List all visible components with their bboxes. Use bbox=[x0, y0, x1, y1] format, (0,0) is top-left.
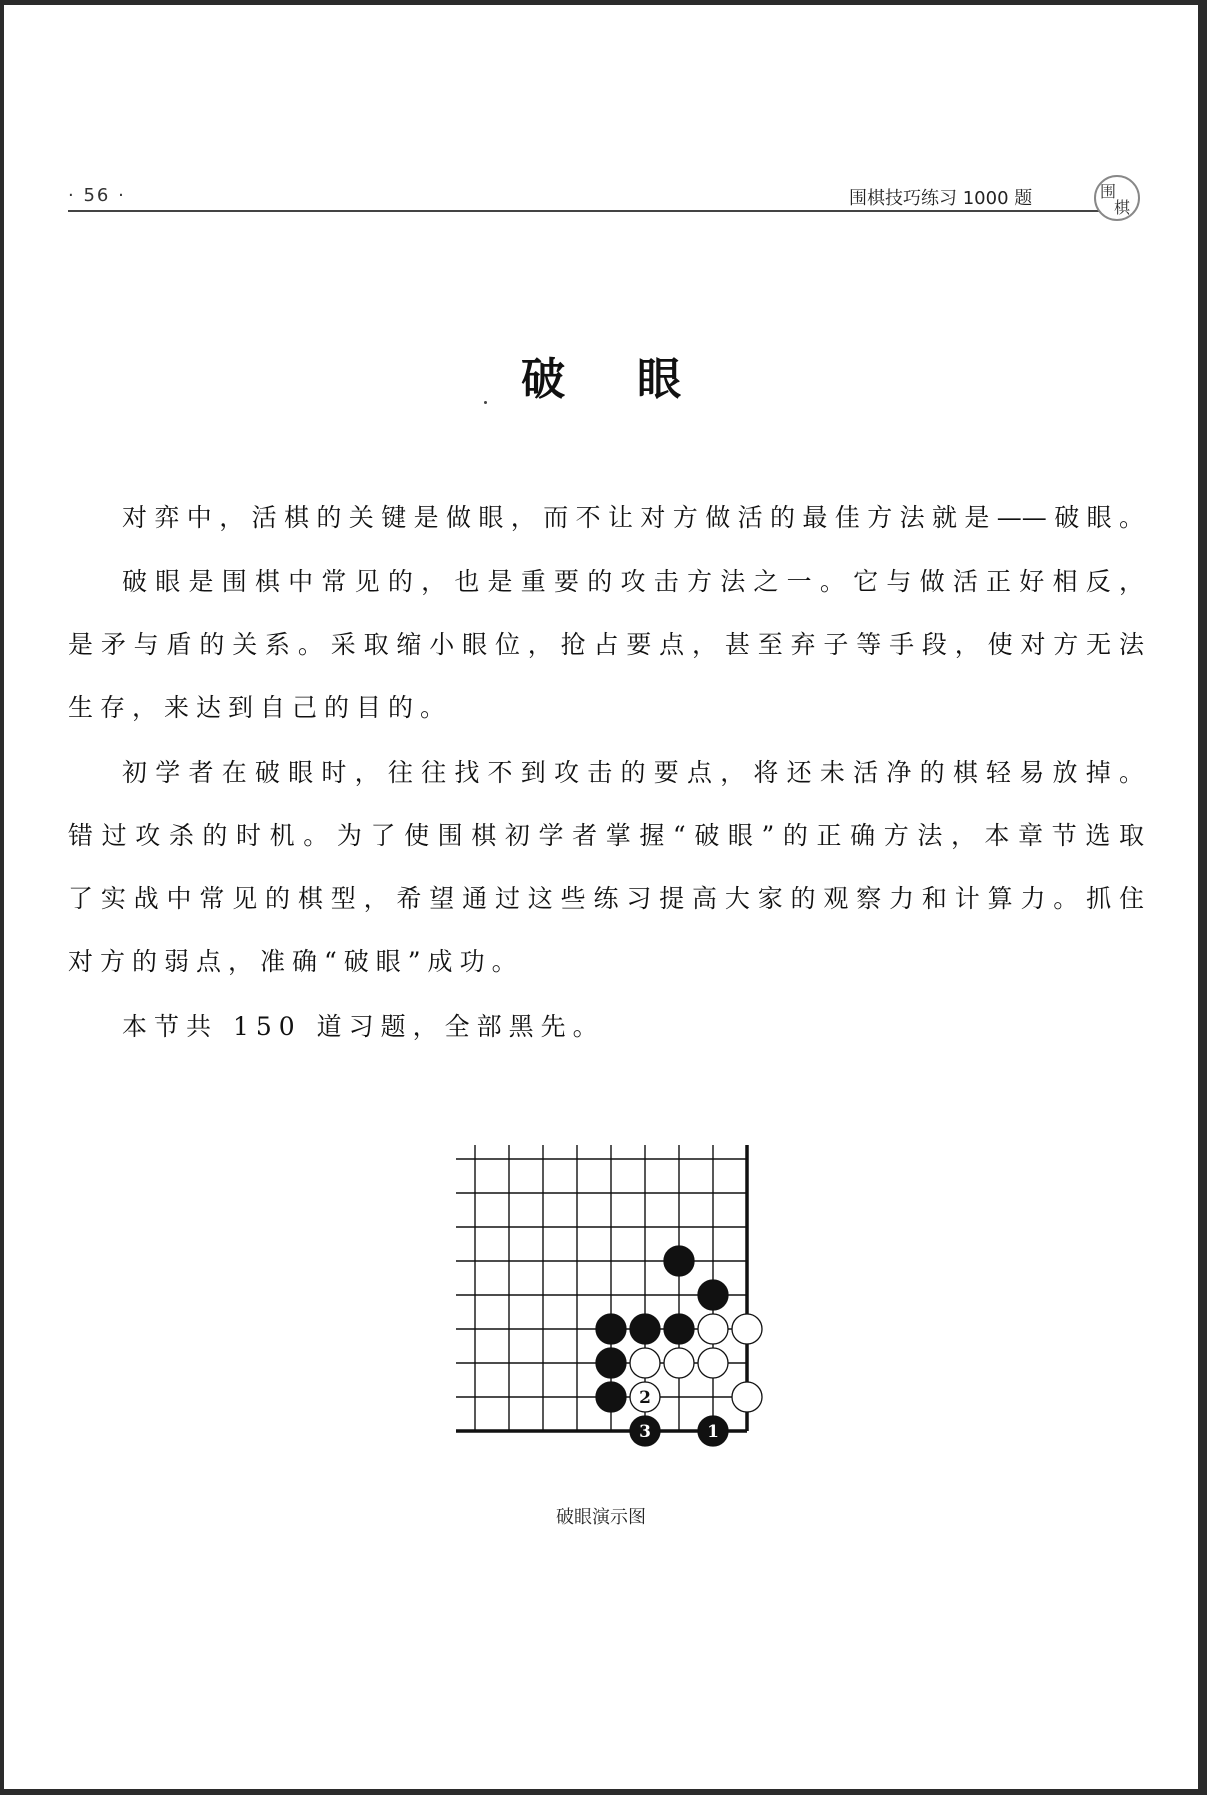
body-line-7: 了实战中常见的棋型，希望通过这些练习提高大家的观察力和计算力。抓住 bbox=[68, 884, 1144, 913]
black-stone bbox=[596, 1348, 626, 1378]
white-stone bbox=[732, 1314, 762, 1344]
go-board-diagram bbox=[454, 1145, 784, 1455]
diagram-caption: 破眼演示图 bbox=[556, 1507, 646, 1528]
weiqi-logo-icon bbox=[1094, 175, 1140, 221]
logo-char-2: 棋 bbox=[1114, 198, 1131, 217]
logo-char-1: 围 bbox=[1100, 182, 1117, 201]
title-char-2: 眼 bbox=[637, 354, 681, 405]
title-char-1: 破 bbox=[521, 354, 565, 405]
move-number: 2 bbox=[639, 1388, 651, 1408]
header-rule bbox=[68, 210, 1103, 212]
page-number: · 56 · bbox=[68, 185, 126, 206]
black-stone bbox=[664, 1246, 694, 1276]
white-stone bbox=[698, 1314, 728, 1344]
body-line-8: 对方的弱点，准确“破眼”成功。 bbox=[68, 947, 524, 976]
black-stone bbox=[630, 1314, 660, 1344]
move-number: 1 bbox=[707, 1422, 719, 1442]
white-stone bbox=[698, 1348, 728, 1378]
black-stone bbox=[698, 1280, 728, 1310]
body-line-5: 初学者在破眼时，往往找不到攻击的要点，将还未活净的棋轻易放掉。 bbox=[122, 758, 1144, 787]
white-stone bbox=[732, 1382, 762, 1412]
move-number: 3 bbox=[639, 1422, 651, 1442]
black-stone bbox=[664, 1314, 694, 1344]
white-stone bbox=[630, 1348, 660, 1378]
book-page bbox=[4, 5, 1198, 1789]
black-stone bbox=[596, 1382, 626, 1412]
body-line-2: 破眼是围棋中常见的，也是重要的攻击方法之一。它与做活正好相反， bbox=[122, 567, 1144, 596]
speck bbox=[484, 401, 487, 404]
chapter-title bbox=[4, 343, 1198, 407]
body-line-3: 是矛与盾的关系。采取缩小眼位，抢占要点，甚至弃子等手段，使对方无法 bbox=[68, 630, 1144, 659]
running-header-title: 围棋技巧练习 1000 题 bbox=[849, 188, 1033, 209]
body-line-1: 对弈中，活棋的关键是做眼，而不让对方做活的最佳方法就是——破眼。 bbox=[122, 503, 1144, 532]
white-stone bbox=[664, 1348, 694, 1378]
body-line-9: 本节共 150 道习题，全部黑先。 bbox=[122, 1012, 605, 1041]
black-stone bbox=[596, 1314, 626, 1344]
body-line-4: 生存，来达到自己的目的。 bbox=[68, 693, 453, 722]
body-line-6: 错过攻杀的时机。为了使围棋初学者掌握“破眼”的正确方法，本章节选取 bbox=[68, 821, 1144, 850]
